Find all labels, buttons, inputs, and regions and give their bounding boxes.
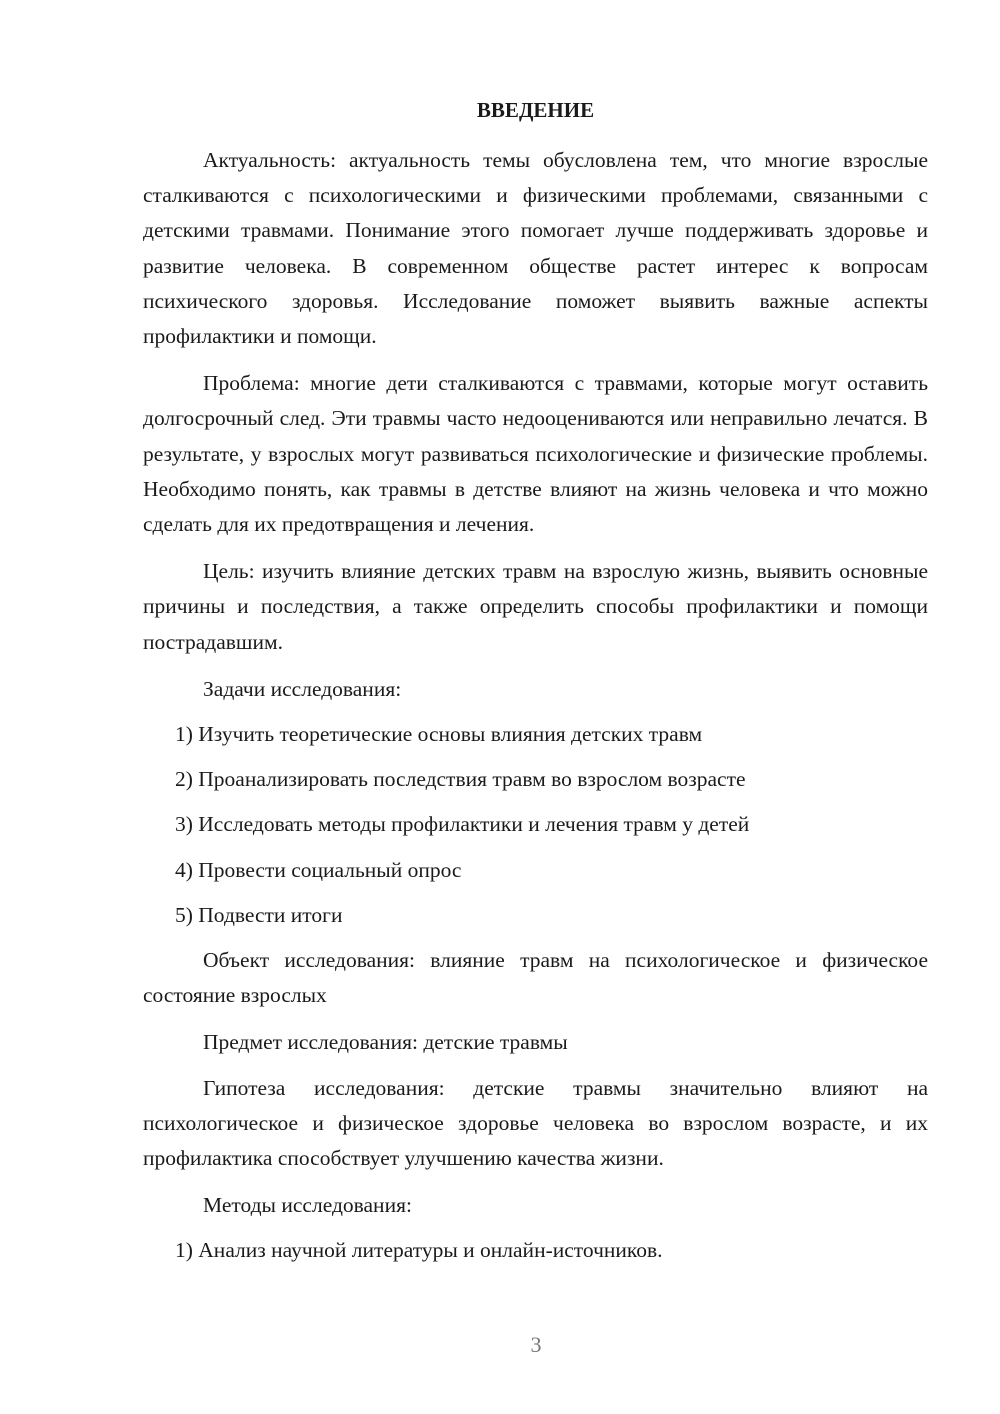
page-number: 3 — [530, 1332, 542, 1357]
object-paragraph: Объект исследования: влияние травм на психологическое и физическое состояние взрослых — [143, 948, 928, 1008]
list-item: 2) Проанализировать последствия травм во взрослом возрасте — [175, 767, 746, 792]
methods-list — [143, 1233, 928, 1268]
tasks-label: Задачи исследования: — [203, 676, 402, 701]
methods-label: Методы исследования: — [203, 1193, 412, 1218]
subject-paragraph: Предмет исследования: детские травмы — [203, 1030, 568, 1055]
page-title: ВВЕДЕНИЕ — [476, 98, 595, 122]
document-page — [143, 92, 928, 1279]
list-item: 4) Провести социальный опрос — [175, 857, 462, 882]
relevance-paragraph: Актуальность: актуальность темы обусловлена тем, что многие взрослые сталкиваются с психологическими и физическими проблемами, связанными с детскими травмами. Понимание этого помогает лучше поддерживать здоровье и развитие человека. В современном обществе растет интерес к вопросам психического здоровья. Исследование поможет выявить важные аспекты профилактики и помощи. — [143, 148, 928, 349]
tasks-list — [143, 717, 928, 933]
goal-paragraph: Цель: изучить влияние детских травм на взрослую жизнь, выявить основные причины и последствия, а также определить способы профилактики и помощи пострадавшим. — [143, 559, 928, 654]
hypothesis-paragraph: Гипотеза исследования: детские травмы значительно влияют на психологическое и физическое здоровье человека во взрослом возрасте, и их профилактика способствует улучшению качества жизни. — [143, 1075, 928, 1171]
problem-paragraph: Проблема: многие дети сталкиваются с травмами, которые могут оставить долгосрочный след. Эти травмы часто недооцениваются или неправильно лечатся. В результате, у взрослых могут развиваться психологические и физические проблемы. Необходимо понять, как травмы в детстве влияют на жизнь человека и что можно сделать для их предотвращения и лечения. — [143, 371, 928, 537]
list-item: 1) Анализ научной литературы и онлайн-источников. — [175, 1238, 663, 1263]
list-item: 5) Подвести итоги — [175, 902, 343, 927]
list-item: 3) Исследовать методы профилактики и лечения травм у детей — [175, 812, 750, 837]
list-item: 1) Изучить теоретические основы влияния детских травм — [175, 722, 703, 747]
